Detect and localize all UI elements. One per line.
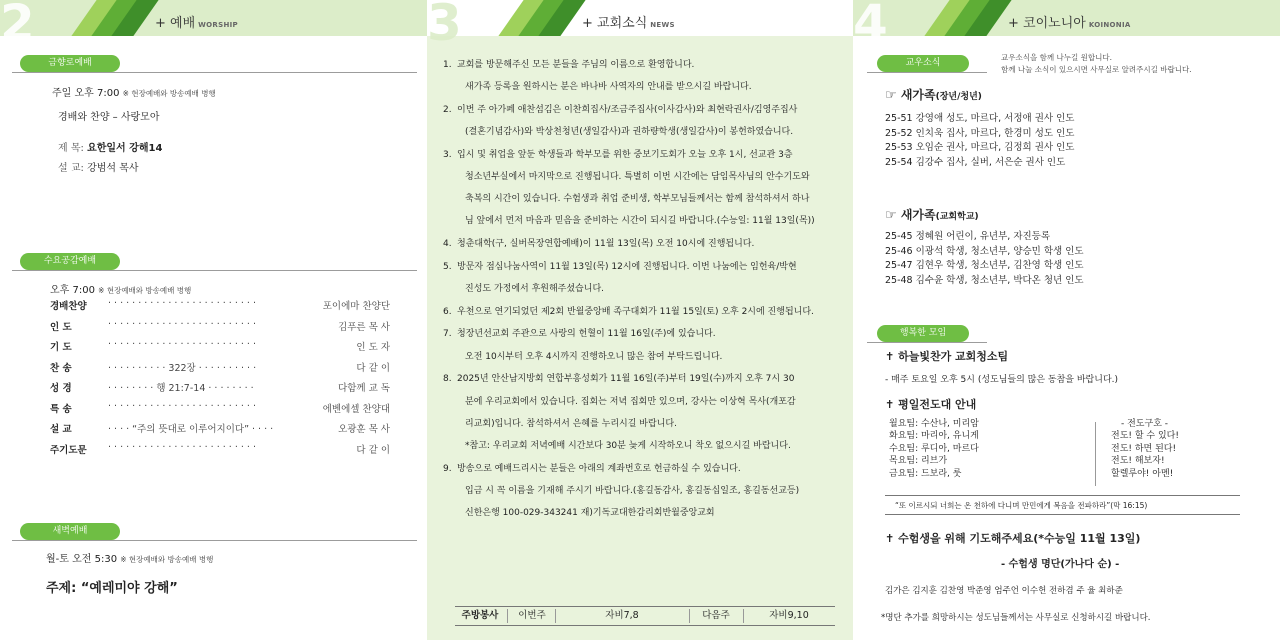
team-entry: 화요팀: 마리아, 유니게 — [889, 431, 979, 442]
this-week-value: 자비7,8 — [605, 610, 639, 621]
divider — [12, 540, 417, 541]
order-label: 인 도 — [50, 321, 72, 333]
news-item — [443, 54, 838, 98]
news-text — [457, 323, 838, 367]
news-item — [443, 256, 838, 300]
news-line: 분에 우리교회에서 있습니다. 집회는 저녁 집회만 있으며, 강사는 이상혁 목사(개포감 — [465, 396, 796, 407]
evangelism-title: ✝ 평일전도대 안내 — [885, 398, 977, 411]
prayer-names: 김가은 김지훈 김찬영 박준영 엄주언 이수헌 전하겸 주 율 최하준 — [885, 586, 1123, 596]
cleaning-team-text: - 매주 토요일 오후 5시 (성도님들의 많은 동참을 바랍니다.) — [885, 375, 1119, 385]
order-detail: · · · · “주의 뜻대로 이루어지이다” · · · · — [108, 424, 274, 435]
wednesday-time: 오후 7:00 ※ 현장예배와 방송예배 병행 — [50, 285, 192, 296]
table-label: 주방봉사 — [461, 610, 499, 621]
dawn-theme: 주제: “예레미야 강해” — [46, 581, 178, 596]
news-line: 신한은행 100-029-343241 재)기독교대한감리회반월중앙교회 — [465, 508, 715, 518]
newfamily-entry: 25-52 인치욱 집사, 마르다, 한경미 성도 인도 — [885, 127, 1075, 139]
news-number: 5. — [443, 261, 452, 272]
next-week-value: 자비9,10 — [769, 610, 809, 621]
table-separator — [507, 609, 508, 623]
news-line: 축복의 시간이 있습니다. 수험생과 취업 준비생, 학부모님들께서는 함께 참석하셔서 하나 — [465, 194, 810, 205]
section-title: + 코이노니아 KOINONIA — [1008, 16, 1131, 31]
order-label: 특 송 — [50, 403, 72, 415]
divider — [885, 495, 1240, 496]
news-line: 진성도 가정에서 후원해주셨습니다. — [465, 284, 604, 294]
order-detail: · · · · · · · · · · · · · · · · · · · · · · · · · — [108, 400, 256, 412]
news-text — [457, 99, 838, 143]
table-separator — [689, 609, 690, 623]
order-detail: · · · · · · · · · · · · · · · · · · · · · · · · · — [108, 318, 256, 330]
order-label: 성 경 — [50, 383, 72, 394]
sunday-pill: 금향로예배 — [20, 55, 120, 72]
sunday-subject: 제 목: 요한일서 강해14 — [58, 143, 163, 154]
pointing-hand-icon: ☞ — [885, 88, 897, 103]
divider — [12, 270, 417, 271]
page-number: 3 — [427, 0, 462, 52]
newfamily-school-title: ☞ 새가족(교회학교) — [885, 208, 979, 223]
news-desc-1: 교우소식을 함께 나누길 원합니다. — [1001, 53, 1112, 62]
order-label: 경배찬양 — [50, 301, 87, 312]
cross-icon: ✝ — [885, 398, 895, 411]
order-row — [50, 298, 390, 314]
slogan-entry: 할렐루야! 아멘! — [1111, 468, 1174, 479]
order-row — [50, 380, 390, 396]
order-leader: 다 같 이 — [356, 444, 390, 456]
slogan-entry: 전도! 할 수 있다! — [1111, 431, 1179, 442]
order-detail: · · · · · · · · · · · · · · · · · · · · · · · · · — [108, 441, 256, 453]
newfamily-adult-title: ☞ 새가족(장년/청년) — [885, 88, 982, 103]
news-text — [457, 233, 838, 255]
news-number: 9. — [443, 463, 452, 474]
news-number: 3. — [443, 149, 452, 160]
news-text — [457, 256, 838, 300]
verse-text: “또 이르시되 너희는 온 천하에 다니며 만민에게 복음을 전파하라”(막 16:15) — [895, 501, 1148, 510]
cross-icon: ✝ — [885, 350, 895, 363]
news-line: 교회를 방문해주신 모든 분들을 주님의 이름으로 환영합니다. — [457, 60, 695, 70]
news-number: 2. — [443, 104, 452, 115]
news-item — [443, 301, 838, 323]
section-title: + 예배 WORSHIP — [155, 16, 238, 31]
slogan-entry: 전도! 해보자! — [1111, 456, 1165, 467]
news-text — [457, 144, 838, 233]
newfamily-entry: 25-46 이광석 학생, 청소년부, 양승민 학생 인도 — [885, 245, 1084, 257]
news-line: 우천으로 연기되었던 제2회 반월중앙배 족구대회가 11월 15일(토) 오후 2시에 진행됩니다. — [457, 306, 814, 317]
order-leader: 포이에마 찬양단 — [322, 301, 390, 312]
news-item — [443, 368, 838, 457]
divider — [12, 72, 417, 73]
section-title: + 교회소식 NEWS — [582, 16, 675, 31]
news-item — [443, 233, 838, 255]
news-line: 오전 10시부터 오후 4시까지 진행하오니 많은 참여 부탁드립니다. — [465, 351, 723, 362]
news-line: 방송으로 예배드리시는 분들은 아래의 계좌번호로 헌금하실 수 있습니다. — [457, 463, 741, 474]
order-row — [50, 421, 390, 437]
this-week-label: 이번주 — [518, 610, 546, 621]
news-line: 이번 주 아가페 애찬섬김은 이찬희집사/조금주집사(이사감사)와 최현락권사/김영주집사 — [457, 104, 798, 115]
sunday-praise: 경배와 찬양 – 사랑모아 — [58, 112, 160, 123]
team-entry: 금요팀: 드보라, 룻 — [889, 468, 962, 479]
order-detail: · · · · · · · · · · · · · · · · · · · · · · · · · — [108, 298, 256, 309]
order-detail: · · · · · · · · · · 322장 · · · · · · · · · · — [108, 362, 257, 374]
news-item — [443, 99, 838, 143]
prayer-note: *명단 추가를 희망하시는 성도님들께서는 사무실로 신청하시길 바랍니다. — [881, 613, 1151, 623]
order-label: 설 교 — [50, 424, 72, 435]
news-number: 4. — [443, 239, 452, 250]
divider — [885, 514, 1240, 515]
happy-pill: 행복한 모임 — [877, 325, 969, 342]
next-week-label: 다음주 — [702, 610, 730, 621]
newfamily-entry: 25-47 김현우 학생, 청소년부, 김찬영 학생 인도 — [885, 260, 1084, 271]
news-line: 새가족 등록을 원하시는 분은 바나바 사역자의 안내를 받으시길 바랍니다. — [465, 82, 752, 93]
order-row — [50, 442, 390, 458]
koinonia-panel — [853, 0, 1280, 640]
wednesday-pill: 수요공감예배 — [20, 253, 120, 270]
order-row — [50, 401, 390, 417]
order-leader: 오광훈 목 사 — [338, 424, 390, 435]
divider — [867, 342, 987, 343]
page-number: 2 — [0, 0, 35, 52]
news-line: 청춘대학(구, 실버목장연합예배)이 11월 13일(목) 오전 10시에 진행됩니다. — [457, 239, 755, 250]
news-desc-2: 함께 나눌 소식이 있으시면 사무실로 알려주시길 바랍니다. — [1001, 65, 1192, 74]
news-text — [457, 54, 838, 98]
news-number: 7. — [443, 329, 452, 340]
newfamily-entry: 25-54 김강수 집사, 실버, 서은순 권사 인도 — [885, 156, 1066, 168]
news-line: 청장년선교회 주관으로 사랑의 헌혈이 11월 16일(주)에 있습니다. — [457, 329, 716, 340]
evangelism-teams — [889, 418, 979, 480]
sunday-time: 주일 오후 7:00 ※ 현장예배와 방송예배 병행 — [52, 88, 216, 99]
newfamily-entry: 25-51 강영애 성도, 마르다, 서정애 권사 인도 — [885, 113, 1075, 124]
order-leader: 에벤에셀 찬양대 — [322, 403, 390, 415]
news-text — [457, 301, 838, 323]
news-number: 8. — [443, 374, 452, 385]
news-line: 방문자 점심나눔사역이 11월 13일(목) 12시에 진행됩니다. 이번 나눔에는 임헌육/박현 — [457, 261, 797, 272]
order-leader: 다함께 교 독 — [338, 383, 390, 394]
order-label: 주기도문 — [50, 444, 87, 456]
slogan-entry: 전도! 하면 된다! — [1111, 443, 1177, 454]
dawn-pill: 새벽예배 — [20, 523, 120, 540]
prayer-subtitle: - 수험생 명단(가나다 순) - — [1001, 559, 1120, 570]
order-row — [50, 360, 390, 376]
news-pill: 교우소식 — [877, 55, 969, 72]
news-line: 리교회)입니다. 참석하셔서 은혜를 누리시길 바랍니다. — [465, 418, 677, 429]
prayer-title: ✝ 수험생을 위해 기도해주세요(*수능일 11월 13일) — [885, 532, 1141, 545]
page-number: 4 — [853, 0, 888, 52]
news-item — [443, 323, 838, 367]
evangelism-slogans — [1111, 418, 1179, 480]
vertical-divider — [1095, 422, 1096, 486]
newfamily-entry: 25-45 정혜원 어린이, 유년부, 자진등록 — [885, 231, 1051, 242]
worship-panel — [0, 0, 427, 640]
order-label: 찬 송 — [50, 362, 72, 374]
order-leader: 김푸른 목 사 — [338, 321, 390, 333]
news-line: *참고: 우리교회 저녁예배 시간보다 30분 늦게 시작하오니 착오 없으시길 바랍니다. — [465, 440, 791, 451]
team-entry: 월요팀: 수산나, 미리암 — [889, 419, 979, 429]
order-row — [50, 319, 390, 335]
news-item — [443, 144, 838, 233]
order-detail: · · · · · · · · · · · · · · · · · · · · · · · · · — [108, 339, 256, 350]
sunday-preacher: 설 교: 강범석 목사 — [58, 163, 139, 174]
pointing-hand-icon: ☞ — [885, 208, 897, 223]
news-number: 1. — [443, 60, 452, 70]
news-text — [457, 458, 838, 525]
news-line: 입금 시 꼭 이름을 기재해 주시기 바랍니다.(홍길동감사, 홍길동십일조, 홍길동선교등) — [465, 485, 800, 496]
news-line: 2025년 안산남지방회 연합부흥성회가 11월 16일(주)부터 19일(수)까지 오후 7시 30 — [457, 374, 795, 385]
kitchen-service-table — [455, 606, 835, 626]
dawn-time: 월-토 오전 5:30 ※ 현장예배와 방송예배 병행 — [46, 554, 214, 565]
team-entry: 목요팀: 리브가 — [889, 456, 948, 467]
order-label: 기 도 — [50, 342, 72, 353]
order-leader: 다 같 이 — [356, 362, 390, 374]
news-item — [443, 458, 838, 525]
news-line: 청소년부실에서 마지막으로 진행됩니다. 특별히 이번 시간에는 담임목사님의 안수기도와 — [465, 172, 810, 182]
newfamily-entry: 25-48 김수윤 학생, 청소년부, 박다온 청년 인도 — [885, 274, 1084, 286]
news-number: 6. — [443, 306, 452, 317]
news-text — [457, 368, 838, 457]
order-row — [50, 339, 390, 355]
order-detail: · · · · · · · · 행 21:7-14 · · · · · · · · — [108, 383, 254, 394]
newfamily-entry: 25-53 오임순 권사, 마르다, 김정희 권사 인도 — [885, 142, 1075, 153]
news-line: 님 앞에서 먼저 마음과 믿음을 준비하는 시간이 되시길 바랍니다.(수능일: 11월 13일(목)) — [465, 216, 815, 227]
table-separator — [743, 609, 744, 623]
team-entry: 수요팀: 루디아, 마르다 — [889, 443, 979, 454]
news-line: 입시 및 취업을 앞둔 학생들과 학부모를 위한 중보기도회가 오늘 오후 1시, 선교관 3층 — [457, 149, 793, 160]
evangelism-box — [885, 418, 1235, 488]
divider — [867, 72, 987, 73]
news-line: (결혼기념감사)와 박상천청년(생일감사)과 권하량학생(생일감사)이 봉헌하였습니다. — [465, 127, 794, 138]
cross-icon: ✝ — [885, 532, 895, 545]
news-panel — [427, 0, 853, 640]
order-leader: 인 도 자 — [356, 342, 390, 353]
table-separator — [555, 609, 556, 623]
slogan-entry: - 전도구호 - — [1121, 419, 1168, 429]
cleaning-team-title: ✝ 하늘빛찬가 교회청소팀 — [885, 350, 1009, 363]
